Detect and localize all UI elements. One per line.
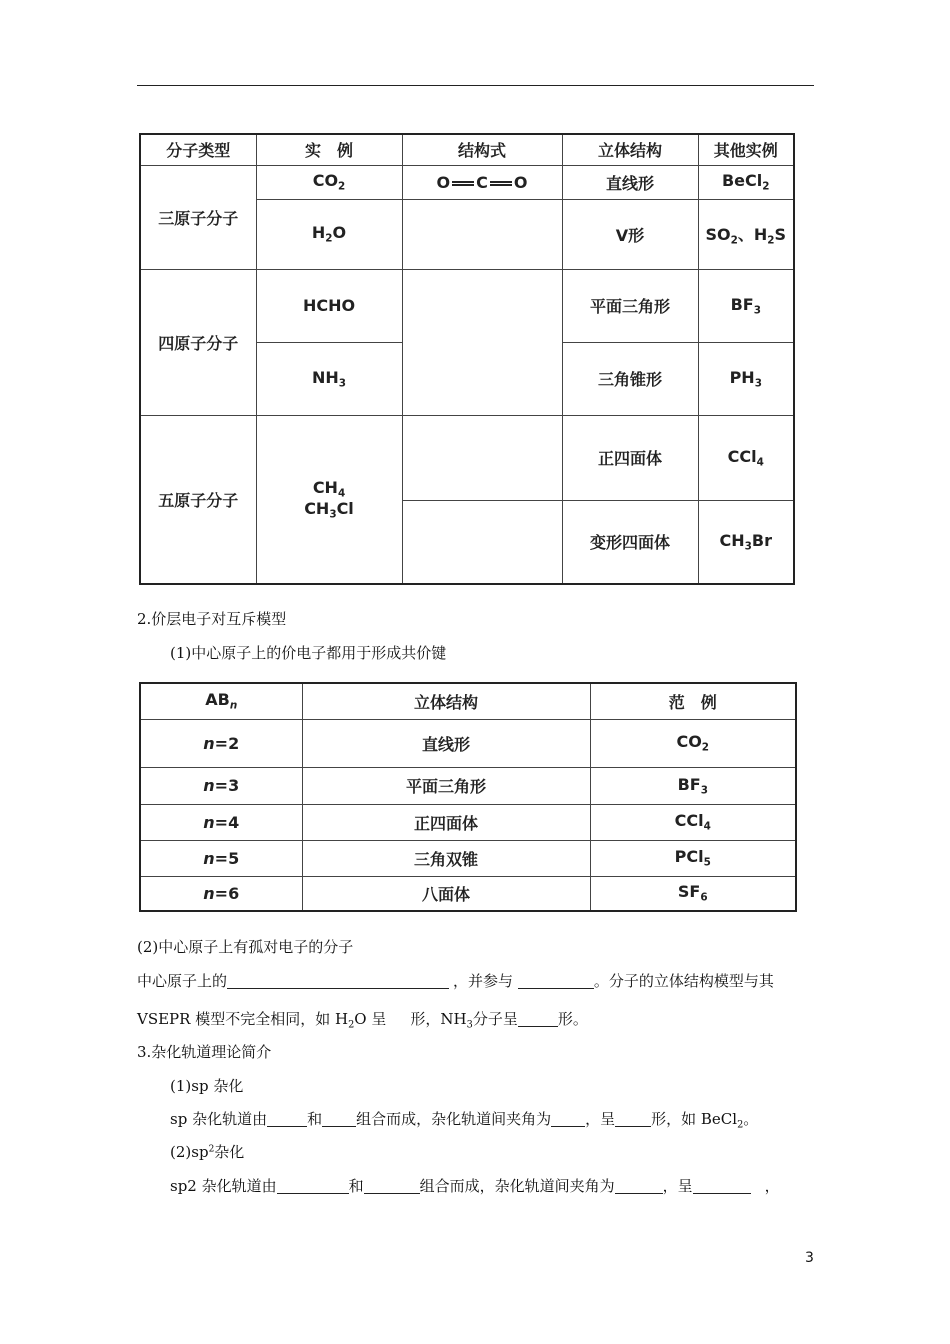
table-row: [140, 719, 796, 767]
section-2-sub1: (1)中心原子上的价电子都用于形成共价键: [170, 644, 447, 662]
shape-cell: 八面体: [302, 876, 590, 911]
table-row: [140, 767, 796, 804]
fill-blank[interactable]: [615, 1110, 651, 1127]
structural-formula-cell: [402, 269, 562, 415]
sp-title: (1)sp 杂化: [170, 1077, 244, 1095]
example-cell: $BF_3$: [590, 767, 796, 804]
table-row: [140, 876, 796, 911]
section-2-title: 2.价层电子对互斥模型: [137, 610, 287, 628]
n-cell: n=6: [140, 876, 302, 911]
page-number: 3: [805, 1250, 814, 1266]
table2-header-row: [140, 683, 796, 719]
shape-cell: 三角锥形: [562, 342, 698, 415]
vsepr-table: [139, 682, 797, 912]
example-cell: $CO_2$: [590, 719, 796, 767]
other-example-cell: $CH_3Br$: [698, 500, 794, 584]
fill-blank[interactable]: [518, 972, 594, 989]
fill-blank[interactable]: [277, 1177, 349, 1194]
other-example-cell: $SO_2$、$H_2S$: [698, 199, 794, 269]
sp2-title: $(2)sp^2$杂化: [170, 1143, 245, 1161]
lone-pair-line-2: VSEPR 模型不完全相同，如 $H_2O$ 呈 形，$NH_3$分子呈 形。: [137, 1010, 588, 1031]
lone-pair-line-1: 中心原子上的 ，并参与 。分子的立体结构模型与其: [137, 972, 774, 990]
structural-formula-cell: O C O: [402, 165, 562, 199]
fill-blank[interactable]: [551, 1110, 585, 1127]
table-row: [140, 269, 794, 342]
fill-blank[interactable]: [364, 1177, 420, 1194]
sp-line: sp 杂化轨道由 和 组合而成，杂化轨道间夹角为 ，呈 形，如 BeCl$_2$。: [170, 1110, 759, 1131]
header-structural-formula: 结构式: [402, 134, 562, 165]
header-example: 范 例: [590, 683, 796, 719]
example-cell: $H_2O$: [256, 199, 402, 269]
table-row: [140, 804, 796, 840]
group-tetratomic: 四原子分子: [140, 269, 256, 415]
group-pentatomic: 五原子分子: [140, 415, 256, 584]
fill-blank[interactable]: [518, 1010, 558, 1027]
n-cell: n=5: [140, 840, 302, 876]
header-abn: $AB_n$: [140, 683, 302, 719]
example-cell: $CO_2$: [256, 165, 402, 199]
shape-cell: 正四面体: [562, 415, 698, 500]
shape-cell: 平面三角形: [302, 767, 590, 804]
fill-blank[interactable]: [227, 972, 449, 989]
example-cell: $CH_4$ $CH_3Cl$: [256, 415, 402, 584]
structural-formula-cell: [402, 415, 562, 500]
molecule-type-table: [139, 133, 795, 585]
n-cell: n=3: [140, 767, 302, 804]
header-other-examples: 其他实例: [698, 134, 794, 165]
other-example-cell: BeCl$_2$: [698, 165, 794, 199]
fill-blank[interactable]: [615, 1177, 663, 1194]
fill-blank[interactable]: [693, 1177, 751, 1194]
example-cell: PCl$_5$: [590, 840, 796, 876]
fill-blank[interactable]: [322, 1110, 356, 1127]
example-cell: $NH_3$: [256, 342, 402, 415]
group-triatomic: 三原子分子: [140, 165, 256, 269]
section-2-sub2: (2)中心原子上有孤对电子的分子: [137, 938, 354, 956]
header-example: 实 例: [256, 134, 402, 165]
header-molecule-type: 分子类型: [140, 134, 256, 165]
table-row: [140, 165, 794, 199]
header-rule: [137, 85, 814, 86]
table-row: [140, 415, 794, 500]
example-cell: $SF_6$: [590, 876, 796, 911]
example-cell: HCHO: [256, 269, 402, 342]
shape-cell: 三角双锥: [302, 840, 590, 876]
n-cell: n=4: [140, 804, 302, 840]
table-row: [140, 840, 796, 876]
shape-cell: 变形四面体: [562, 500, 698, 584]
shape-cell: 直线形: [302, 719, 590, 767]
shape-cell: 直线形: [562, 165, 698, 199]
other-example-cell: $PH_3$: [698, 342, 794, 415]
sp2-line: sp2 杂化轨道由 和 组合而成，杂化轨道间夹角为 ，呈 ，: [170, 1177, 780, 1195]
section-3-title: 3.杂化轨道理论简介: [137, 1043, 272, 1061]
fill-blank[interactable]: [267, 1110, 307, 1127]
structural-formula-cell: [402, 500, 562, 584]
shape-cell: 正四面体: [302, 804, 590, 840]
shape-cell: 平面三角形: [562, 269, 698, 342]
other-example-cell: $BF_3$: [698, 269, 794, 342]
n-cell: n=2: [140, 719, 302, 767]
shape-cell: V形: [562, 199, 698, 269]
header-3d-structure: 立体结构: [562, 134, 698, 165]
header-3d-structure: 立体结构: [302, 683, 590, 719]
other-example-cell: CCl$_4$: [698, 415, 794, 500]
structural-formula-cell: [402, 199, 562, 269]
table1-header-row: [140, 134, 794, 165]
example-cell: CCl$_4$: [590, 804, 796, 840]
